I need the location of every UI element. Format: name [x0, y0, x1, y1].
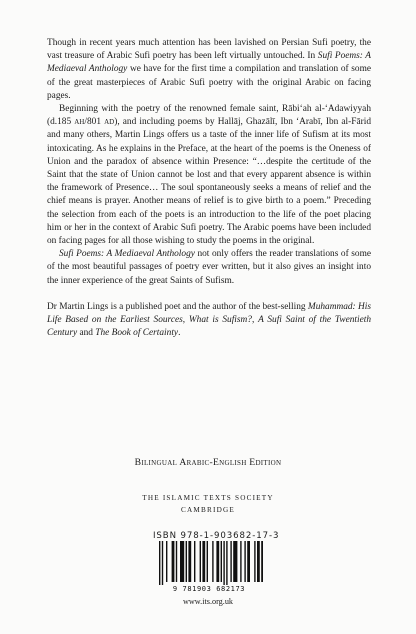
paragraph-intro — [47, 37, 371, 103]
barcode-bar — [194, 541, 195, 582]
text-run: , — [251, 315, 259, 326]
text-run: , — [182, 315, 189, 326]
barcode-bar — [166, 541, 167, 582]
book-title: The Book of Certainty — [95, 328, 179, 339]
paragraph-summary — [47, 248, 371, 288]
text-run: and — [77, 328, 96, 339]
isbn-label: ISBN 978-1-903682-17-3 — [153, 531, 280, 541]
barcode-bar — [186, 541, 187, 582]
barcode-bar — [221, 541, 222, 582]
barcode-bars — [159, 541, 263, 585]
publisher-name: THE ISLAMIC TEXTS SOCIETY — [142, 494, 274, 502]
barcode-bar — [223, 541, 224, 585]
barcode-digits: 9 781903 682173 — [172, 585, 246, 593]
era-label: ah — [74, 117, 85, 128]
text-run: Beginning with the poetry of the renowned female saint, Rābi‘ah al-‘Adawiyyah (d.185 — [47, 104, 371, 128]
barcode-bar — [180, 541, 184, 582]
barcode-bar — [202, 541, 205, 582]
paragraph-author — [47, 301, 371, 341]
book-title: Sufi Poems: A Mediaeval Anthology — [47, 51, 371, 75]
text-run: Dr Martin Lings is a published poet and the author of the best-selling — [47, 301, 308, 312]
text-run: /801 — [84, 117, 105, 128]
website-url: www.its.org.uk — [182, 597, 234, 606]
text-run: Though in recent years much attention has been lavished on Persian Sufi poetry, the vast treasure of Arabic Sufi poetry has been left virtually untouched. In — [47, 38, 371, 62]
barcode-bar — [247, 541, 250, 582]
barcode-bar — [226, 541, 227, 585]
barcode-bar — [261, 541, 263, 582]
text-run: we have for the first time a compilation and translation of some of the great masterpieces of Arabic Sufi poetry with the original Arabic on facing pages. — [47, 64, 371, 101]
publisher-city: CAMBRIDGE — [181, 506, 235, 514]
barcode-bar — [212, 541, 213, 582]
barcode-bar — [240, 541, 241, 582]
barcode-bar — [200, 541, 201, 582]
text-run: ), and including poems by Hallāj, Ghazālī, Ibn ‘Arabī, Ibn al-Fārid and many others, Martin Lings offers us a taste of the inner life of Sufism at its most intoxicating. As he explains in the Preface, at the heart of the poems is the Oneness of Union and the paradox of absence within Presence: “…despite the certitude of the Saint that the state of Union cannot be lost and that every apparent absence is within the framework of Presence… The soul spontaneously seeks a means of relief and the chief means is prayer. Another means of relief is to give birth to a poem.” Preceding the selection from each of the poets is an introduction to the life of the poet placing him or her in the context of Arabic Sufi poetry. The Arabic poems have been included on facing pages for all those wishing to study the poems in the original. — [47, 117, 371, 247]
barcode-bar — [254, 541, 255, 582]
text-run: . — [178, 328, 181, 339]
blurb-text — [47, 37, 371, 340]
barcode — [153, 541, 263, 593]
paragraph-description — [47, 103, 371, 248]
barcode-bar — [188, 541, 191, 582]
edition-label: Bilingual Arabic-English Edition — [134, 457, 282, 468]
barcode-bar — [257, 541, 260, 582]
book-title: Sufi Poems: A Mediaeval Anthology — [59, 249, 195, 260]
barcode-bar — [216, 541, 219, 582]
barcode-bar — [162, 541, 163, 585]
barcode-bar — [230, 541, 231, 582]
era-label: ad — [104, 117, 115, 128]
barcode-bar — [159, 541, 160, 585]
book-title: Muhammad: His Life Based on the Earliest Sources — [47, 301, 371, 326]
book-title: A Sufi Saint of the Twentieth Century — [47, 315, 371, 339]
publisher-imprint — [0, 492, 416, 516]
barcode-bar — [172, 541, 175, 582]
book-title: What is Sufism? — [188, 315, 252, 326]
barcode-bar — [233, 541, 237, 582]
barcode-bar — [207, 541, 208, 582]
barcode-bar — [176, 541, 177, 582]
text-run: not only offers the reader translations of some of the most beautiful passages of poetry ever written, but it also gives an insight into the inner experience of the great Saints of Sufism. — [47, 249, 371, 286]
barcode-bar — [244, 541, 245, 582]
